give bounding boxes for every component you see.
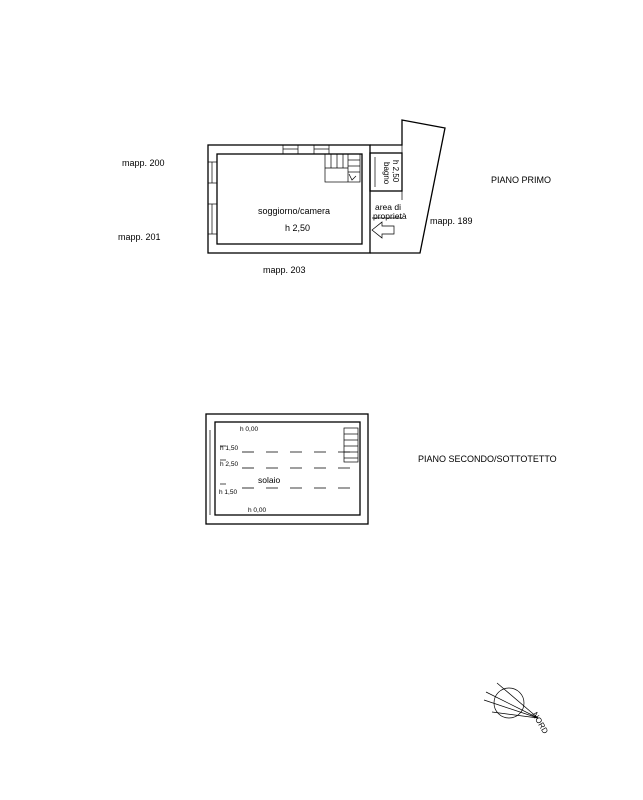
label-h-250: h 2,50 — [220, 461, 239, 468]
label-soggiorno: soggiorno/camera — [258, 206, 331, 216]
solaio-room — [215, 422, 360, 515]
label-mapp-189: mapp. 189 — [430, 216, 473, 226]
label-h-000-bottom: h 0,00 — [248, 507, 267, 514]
label-area-line2: proprietà — [373, 211, 407, 221]
window-left-lower — [208, 204, 217, 234]
label-piano-secondo: PIANO SECONDO/SOTTOTETTO — [418, 454, 557, 464]
label-bagno: bagno — [382, 162, 391, 185]
label-solaio: solaio — [258, 475, 281, 485]
first-floor-outer-wall — [208, 145, 370, 253]
area-di-proprieta — [370, 120, 445, 253]
label-h-150-top: h 1,50 — [220, 445, 239, 452]
window-top-2 — [314, 145, 329, 154]
label-soggiorno-height: h 2,50 — [285, 223, 311, 233]
label-mapp-200: mapp. 200 — [122, 158, 165, 168]
label-h-150-bottom: h 1,50 — [219, 489, 238, 496]
window-top-1 — [283, 145, 298, 154]
north-compass-icon — [484, 683, 538, 718]
label-area-line1: area di — [375, 202, 401, 212]
label-piano-primo: PIANO PRIMO — [491, 175, 552, 185]
second-floor-plan — [206, 414, 368, 524]
first-floor-plan — [208, 120, 445, 253]
staircase-first-floor — [325, 154, 360, 182]
window-left-upper — [208, 162, 217, 183]
staircase-second-floor — [344, 428, 358, 462]
label-mapp-203: mapp. 203 — [263, 265, 306, 275]
label-mapp-201: mapp. 201 — [118, 232, 161, 242]
entrance-arrow-icon — [372, 222, 394, 238]
label-bagno-height: h 2,50 — [391, 160, 400, 183]
label-nord: NORD — [530, 710, 550, 736]
label-h-000-top: h 0,00 — [240, 426, 259, 433]
